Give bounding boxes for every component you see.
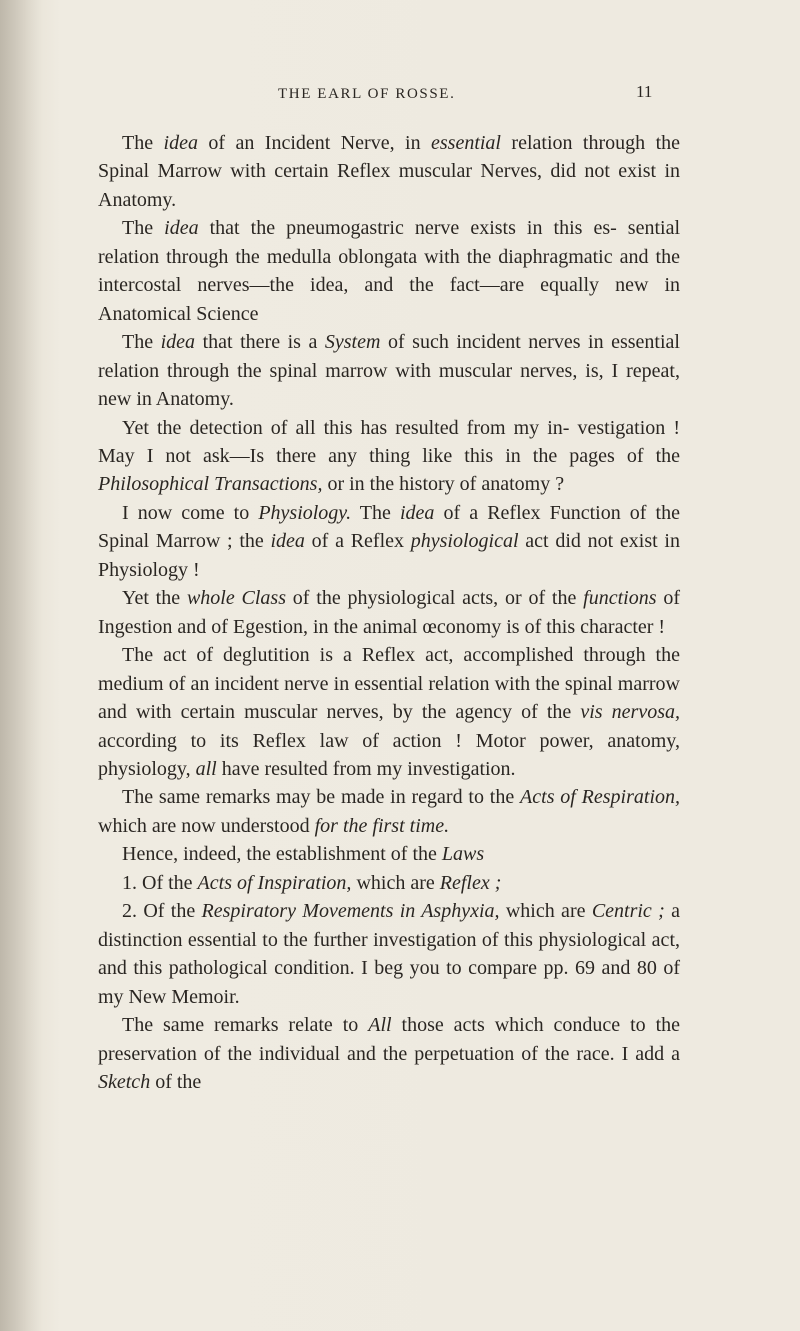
paragraph [98,499,680,584]
paragraph [98,414,680,499]
paragraph [98,328,680,413]
text-run: Hence, indeed, the establishment of the [122,843,442,866]
italic-text-run: all [195,757,217,780]
paragraph [98,840,680,868]
italic-text-run: Respiratory Movements in Asphyxia, [201,900,500,923]
text-run: have resulted from my investigation. [216,757,516,780]
text-run: act did not exist in Physiology ! [98,530,680,581]
page-gutter-shadow [0,0,42,1331]
page-number: 11 [636,82,653,101]
paragraph [98,783,680,840]
italic-text-run: idea [270,530,305,553]
text-run: Yet the detection of all this has resulted from my in- vestigation ! May I not ask—Is there any thing like this in the pages of the [98,416,680,467]
text-run: The same remarks relate to [122,1014,369,1037]
italic-text-run: Philosophical Transactions, [98,473,323,496]
text-run: of such incident nerves in essential relation through the spinal marrow with muscular nerves, is, I repeat, new in Anatomy. [98,331,680,411]
text-run: of Ingestion and of Egestion, in the animal œconomy is of this character ! [98,587,680,638]
italic-text-run: All [368,1014,392,1037]
italic-text-run: System [324,331,381,354]
italic-text-run: Laws [441,843,485,866]
italic-text-run: essential [431,132,501,154]
text-run: The [351,501,400,524]
italic-text-run: Sketch [98,1070,151,1093]
text-run: I now come to [122,501,259,524]
text-run: that the pneumogastric nerve exists in this es- sential relation through the medulla oblongata with the diaphragmatic and the intercostal nerves—the idea, and the fact—are equally new in Anatomical Science [98,217,681,325]
running-head [0,82,800,116]
paragraph [98,641,680,783]
body-text [98,129,680,1096]
italic-text-run: idea [160,331,196,354]
paragraph [98,869,680,897]
text-run: that there is a [195,331,325,354]
italic-text-run: whole Class [186,587,286,610]
text-run: of the physiological acts, or of the [285,587,584,610]
italic-text-run: Physiology. [258,501,352,524]
text-run: 2. Of the [122,900,202,923]
text-run: which are [499,900,592,923]
italic-text-run: Reflex ; [439,871,502,894]
running-head-title: THE EARL OF ROSSE. [278,86,456,102]
italic-text-run: idea [399,501,435,524]
text-run: The same remarks may be made in regard to the [122,786,521,809]
italic-text-run: Acts of Inspiration, [197,871,352,894]
text-run: The [122,132,164,154]
italic-text-run: Acts of Respiration, [520,786,681,809]
paragraph [98,584,680,641]
text-run: according to its Reflex law of action ! Motor power, anatomy, physiology, [98,729,680,780]
paragraph [98,897,680,1011]
text-run: of a Reflex [304,530,411,553]
paragraph [98,129,680,214]
italic-text-run: Centric ; [591,900,665,923]
text-run: or in the history of anatomy ? [322,473,565,496]
text-run: Yet the [122,587,187,610]
italic-text-run: idea [164,217,199,240]
text-run: which are now understood [98,814,315,837]
italic-text-run: physiological [410,530,519,553]
text-run: 1. Of the [122,871,198,894]
text-run: those acts which conduce to the preservation of the individual and the perpetuation of the race. I add a [98,1014,681,1065]
text-run: The [122,331,161,354]
italic-text-run: idea [163,132,198,154]
text-run: a distinction essential to the further investigation of this physiological act, and this pathological condition. I beg you to compare pp. 69 and 80 of my New Memoir. [98,900,681,1008]
paragraph [98,214,680,328]
paragraph [98,1011,680,1096]
text-run: of a Reflex Function of the Spinal Marrow ; the [98,501,680,553]
italic-text-run: functions [583,587,657,610]
italic-text-run: for the first time. [314,814,450,837]
text-run: which are [351,871,440,894]
italic-text-run: vis nervosa, [580,701,680,724]
text-run: of an Incident Nerve, in [197,132,431,154]
text-run: relation through the Spinal Marrow with certain Reflex muscular Nerves, did not exist in Anatomy. [98,132,681,211]
text-run: The [122,217,165,240]
text-run: The act of deglutition is a Reflex act, accomplished through the medium of an incident nerve in essential relation with the spinal marrow and with certain muscular nerves, by the agency of the [98,644,680,724]
text-run: of the [150,1070,202,1093]
